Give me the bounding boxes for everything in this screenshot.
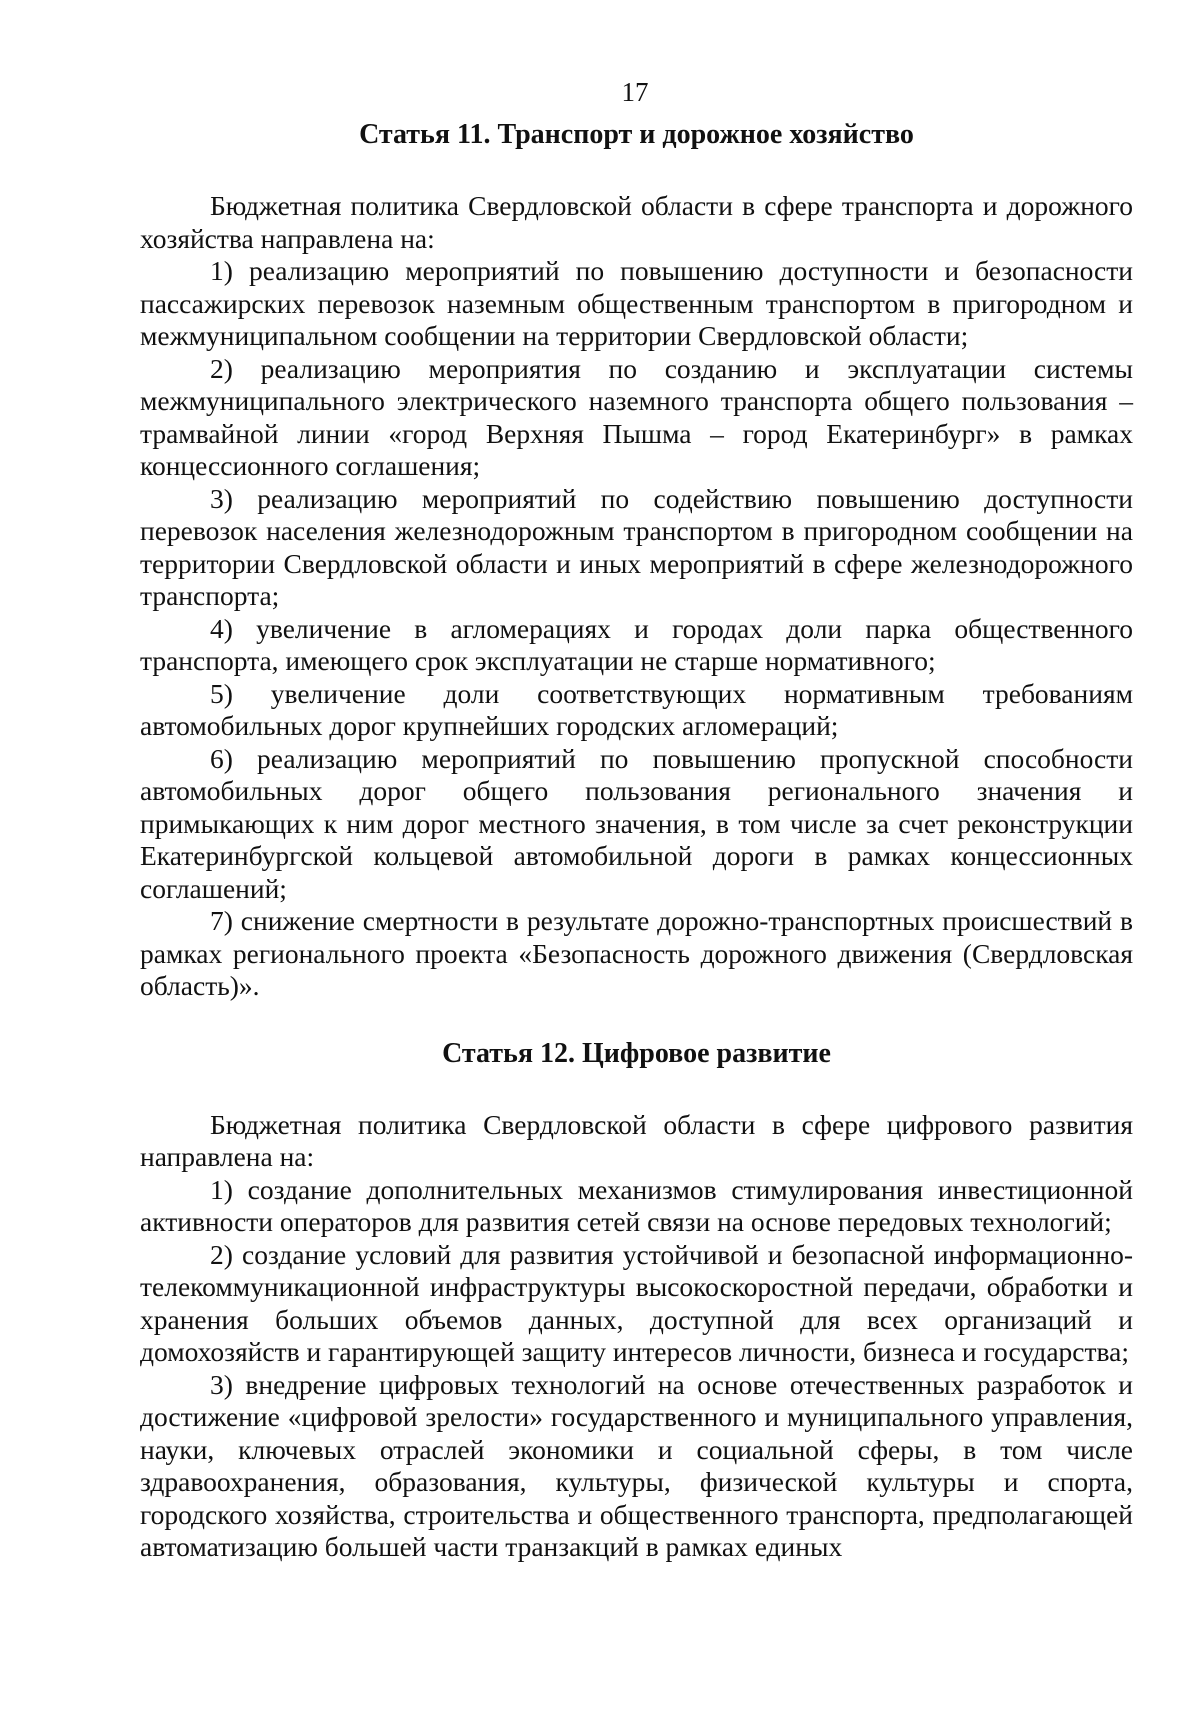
article-12-item-2: 2) создание условий для развития устойчивой и безопасной информационно-телекоммуникационной инфраструктуры высокоскоростной передачи, обработки и хранения больших объемов данных, доступной для всех организаций и домохозяйств и гарантирующей защиту интересов личности, бизнеса и государства; xyxy=(140,1238,1133,1367)
article-12-intro: Бюджетная политика Свердловской области в сфере цифрового развития направлена на: xyxy=(140,1108,1133,1172)
article-11-intro: Бюджетная политика Свердловской области в сфере транспорта и дорожного хозяйства направлена на: xyxy=(140,190,1133,254)
article-11-item-6: 6) реализацию мероприятий по повышению пропускной способности автомобильных дорог общего пользования регионального значения и примыкающих к ним дорог местного значения, в том числе за счет реконструкции Екатеринбургской кольцевой автомобильной дороги в рамках концессионных соглашений; xyxy=(140,742,1133,904)
document-body xyxy=(140,118,1133,1564)
section-heading-article-11: Статья 11. Транспорт и дорожное хозяйство xyxy=(359,119,914,150)
article-11-item-7: 7) снижение смертности в результате дорожно-транспортных происшествий в рамках регионального проекта «Безопасность дорожного движения (Свердловская область)». xyxy=(140,905,1133,1001)
article-11-item-2: 2) реализацию мероприятия по созданию и эксплуатации системы межмуниципального электрического наземного транспорта общего пользования – трамвайной линии «город Верхняя Пышма – город Екатеринбург» в рамках концессионного соглашения; xyxy=(140,352,1133,481)
article-11-item-5: 5) увеличение доли соответствующих нормативным требованиям автомобильных дорог крупнейших городских агломераций; xyxy=(140,677,1133,741)
page-number: 17 xyxy=(621,77,649,107)
article-12-item-1: 1) создание дополнительных механизмов стимулирования инвестиционной активности операторов для развития сетей связи на основе передовых технологий; xyxy=(140,1173,1133,1237)
article-11-item-4: 4) увеличение в агломерациях и городах доли парка общественного транспорта, имеющего срок эксплуатации не старше нормативного; xyxy=(140,612,1133,676)
article-12-item-3: 3) внедрение цифровых технологий на основе отечественных разработок и достижение «цифровой зрелости» государственного и муниципального управления, науки, ключевых отраслей экономики и социальной сферы, в том числе здравоохранения, образования, культуры, физической культуры и спорта, городского хозяйства, строительства и общественного транспорта, предполагающей автоматизацию большей части транзакций в рамках единых xyxy=(140,1368,1133,1562)
section-heading-article-12: Статья 12. Цифровое развитие xyxy=(442,1037,831,1069)
article-11-item-1: 1) реализацию мероприятий по повышению доступности и безопасности пассажирских перевозок наземным общественным транспортом в пригородном и межмуниципальном сообщении на территории Свердловской области; xyxy=(140,255,1133,351)
article-11-item-3: 3) реализацию мероприятий по содействию повышению доступности перевозок населения железнодорожным транспортом в пригородном сообщении на территории Свердловской области и иных мероприятий в сфере железнодорожного транспорта; xyxy=(140,482,1133,611)
